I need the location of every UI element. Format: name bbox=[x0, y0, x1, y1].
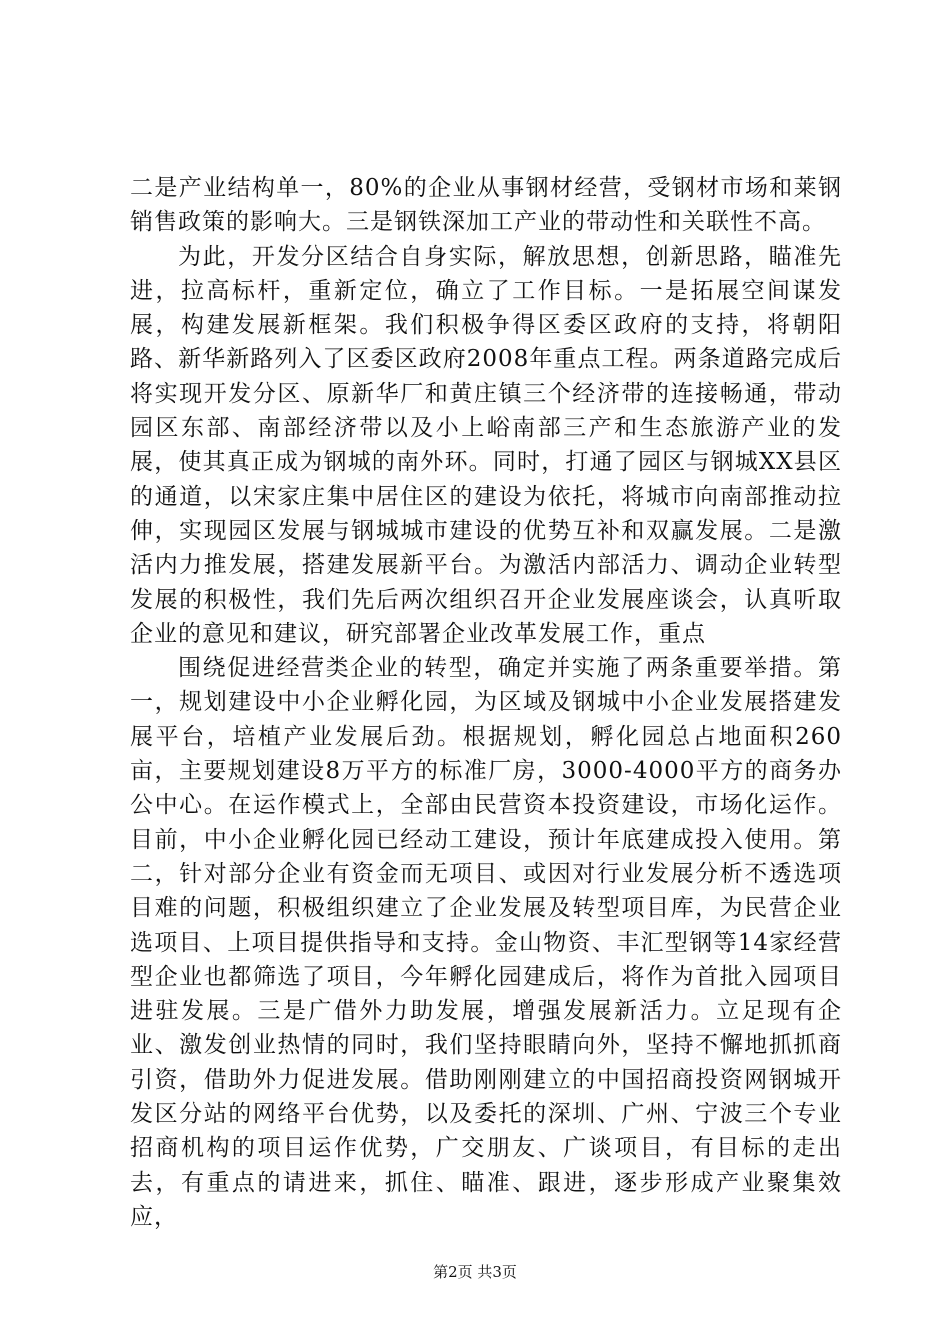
page-footer bbox=[0, 1262, 950, 1282]
page-number-label: 第2页 共3页 bbox=[433, 1263, 517, 1281]
paragraph-3: 围绕促进经营类企业的转型，确定并实施了两条重要举措。第一，规划建设中小企业孵化园，为区域及钢城中小企业发展搭建发展平台，培植产业发展后劲。根据规划，孵化园总占地面积260亩，主要规划建设8万平方的标准厂房，3000-4000平方的商务办公中心。在运作模式上，全部由民营资本投资建设，市场化运作。目前，中小企业孵化园已经动工建设，预计年底建成投入使用。第二，针对部分企业有资金而无项目、或因对行业发展分析不透选项目难的问题，积极组织建立了企业发展及转型项目库，为民营企业选项目、上项目提供指导和支持。金山物资、丰汇型钢等14家经营型企业也都筛选了项目，今年孵化园建成后，将作为首批入园项目进驻发展。三是广借外力助发展，增强发展新活力。立足现有企业、激发创业热情的同时，我们坚持眼睛向外，坚持不懈地抓抓商引资，借助外力促进发展。借助刚刚建立的中国招商投资网钢城开发区分站的网络平台优势，以及委托的深圳、广州、宁波三个专业招商机构的项目运作优势，广交朋友、广谈项目，有目标的走出去，有重点的请进来，抓住、瞄准、跟进，逐步形成产业聚集效应， bbox=[130, 655, 842, 1230]
document-body bbox=[130, 171, 842, 1234]
paragraph-2: 为此，开发分区结合自身实际，解放思想，创新思路，瞄准先进，拉高标杆，重新定位，确立了工作目标。一是拓展空间谋发展，构建发展新框架。我们积极争得区委区政府的支持，将朝阳路、新华新路列入了区委区政府2008年重点工程。两条道路完成后将实现开发分区、原新华厂和黄庄镇三个经济带的连接畅通，带动园区东部、南部经济带以及小上峪南部三产和生态旅游产业的发展，使其真正成为钢城的南外环。同时，打通了园区与钢城XX县区的通道，以宋家庄集中居住区的建设为依托，将城市向南部推动拉伸，实现园区发展与钢城城市建设的优势互补和双赢发展。二是激活内力推发展，搭建发展新平台。为激活内部活力、调动企业转型发展的积极性，我们先后两次组织召开企业发展座谈会，认真听取企业的意见和建议，研究部署企业改革发展工作，重点 bbox=[130, 243, 842, 647]
paragraph-1: 二是产业结构单一，80%的企业从事钢材经营，受钢材市场和莱钢销售政策的影响大。三是钢铁深加工产业的带动性和关联性不高。 bbox=[130, 175, 842, 236]
